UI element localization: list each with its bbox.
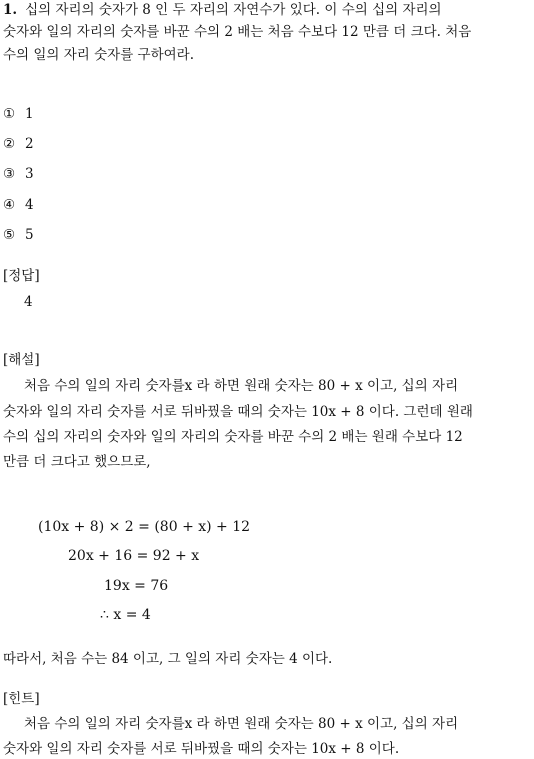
option-3-value: 3 (25, 166, 34, 182)
option-2-symbol: ② (3, 136, 16, 152)
answer-value: 4 (24, 294, 33, 310)
equation-1: (10x + 8) × 2 = (80 + x) + 12 (38, 519, 251, 535)
option-4-value: 4 (25, 197, 34, 213)
option-1[interactable] (3, 104, 34, 124)
question-number: 1. (3, 2, 18, 18)
explanation-line-1: 처음 수의 일의 자리 숫자를x 라 하면 원래 숫자는 80 + x 이고, 십의 자리 (24, 378, 459, 394)
hint-line-2: 숫자와 일의 자리 숫자를 서로 뒤바꿨을 때의 숫자는 10x + 8 이다. (3, 741, 400, 757)
equation-3: 19x = 76 (104, 578, 169, 594)
answer-label: [정답] (3, 268, 40, 284)
hint-label: [힌트] (3, 691, 40, 707)
explanation-conclusion: 따라서, 처음 수는 84 이고, 그 일의 자리 숫자는 4 이다. (3, 651, 333, 667)
option-5-symbol: ⑤ (3, 227, 16, 243)
option-4[interactable] (3, 195, 34, 215)
question-line-1 (3, 0, 442, 20)
option-3-symbol: ③ (3, 166, 16, 182)
explanation-line-3: 수의 십의 자리의 숫자와 일의 자리의 숫자를 바꾼 수의 2 배는 원래 수보다 12 (3, 429, 463, 445)
option-3[interactable] (3, 164, 34, 184)
option-2[interactable] (3, 134, 34, 154)
equation-4: ∴ x = 4 (100, 607, 151, 623)
option-1-symbol: ① (3, 106, 16, 122)
question-line-2: 숫자와 일의 자리의 숫자를 바꾼 수의 2 배는 처음 수보다 12 만큼 더 크다. 처음 (3, 24, 472, 40)
explanation-label: [해설] (3, 352, 40, 368)
option-5-value: 5 (25, 227, 34, 243)
option-2-value: 2 (25, 136, 34, 152)
option-5[interactable] (3, 225, 34, 245)
equation-2: 20x + 16 = 92 + x (68, 548, 200, 564)
explanation-line-4: 만큼 더 크다고 했으므로, (3, 454, 151, 470)
question-line-3: 수의 일의 자리 숫자를 구하여라. (3, 47, 194, 63)
option-1-value: 1 (25, 106, 34, 122)
option-4-symbol: ④ (3, 197, 16, 213)
explanation-line-2: 숫자와 일의 자리 숫자를 서로 뒤바꿨을 때의 숫자는 10x + 8 이다. 그런데 원래 (3, 404, 473, 420)
hint-line-1: 처음 수의 일의 자리 숫자를x 라 하면 원래 숫자는 80 + x 이고, 십의 자리 (24, 716, 459, 732)
question-text-1: 십의 자리의 숫자가 8 인 두 자리의 자연수가 있다. 이 수의 십의 자리의 (25, 2, 442, 18)
